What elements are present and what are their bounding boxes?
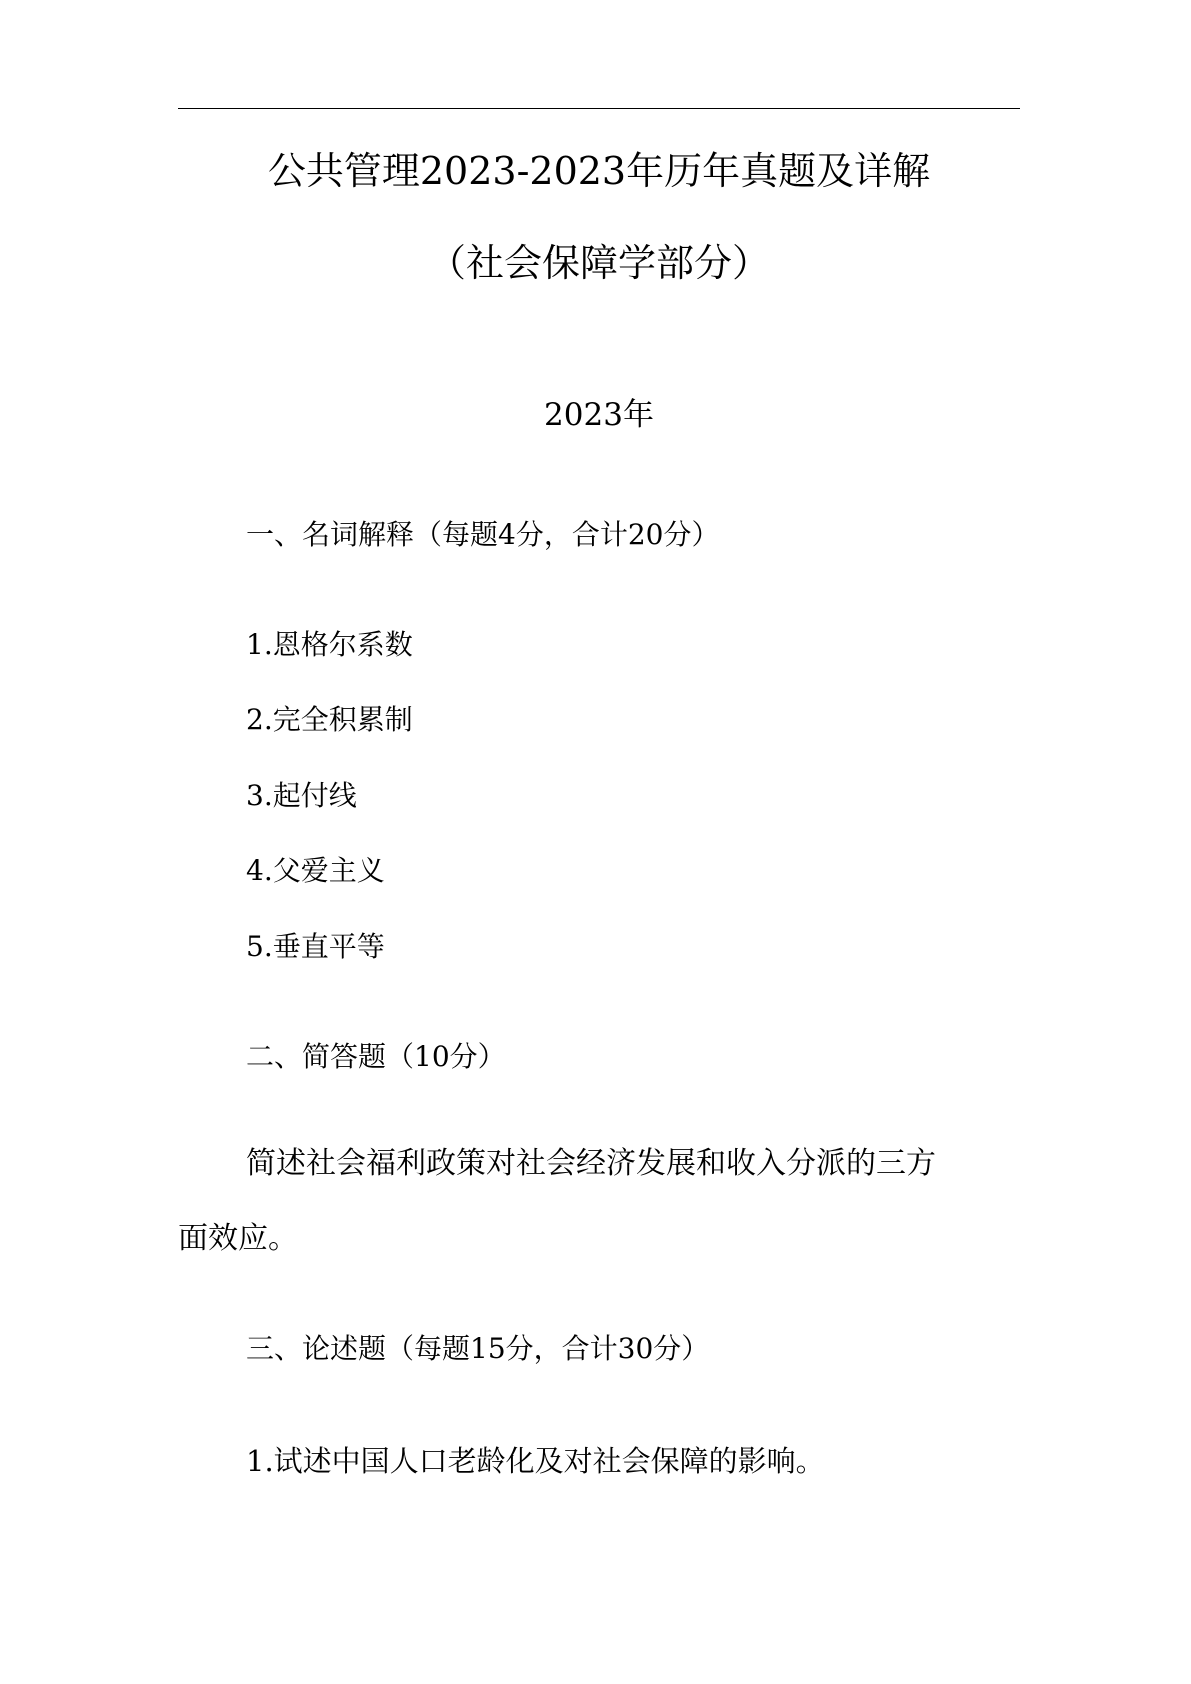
list-item: 5.垂直平等 [246, 930, 385, 963]
list-item: 4.父爱主义 [246, 854, 385, 887]
document-title: 公共管理2023-2023年历年真题及详解 [267, 149, 931, 193]
short-answer-question-line: 面效应。 [178, 1221, 298, 1256]
section-heading-essay: 三、论述题（每题15分，合计30分） [246, 1332, 710, 1365]
list-item: 1.试述中国人口老龄化及对社会保障的影响。 [246, 1444, 825, 1478]
short-answer-question-line: 简述社会福利政策对社会经济发展和收入分派的三方 [246, 1146, 936, 1181]
list-item: 2.完全积累制 [246, 703, 413, 736]
document-subtitle: （社会保障学部分） [427, 241, 770, 285]
section-heading-short-answer: 二、简答题（10分） [246, 1040, 506, 1073]
year-heading: 2023年 [544, 397, 654, 433]
list-item: 1.恩格尔系数 [246, 628, 413, 661]
section-heading-definitions: 一、名词解释（每题4分，合计20分） [246, 518, 720, 551]
header-rule [178, 108, 1020, 109]
list-item: 3.起付线 [246, 779, 357, 812]
